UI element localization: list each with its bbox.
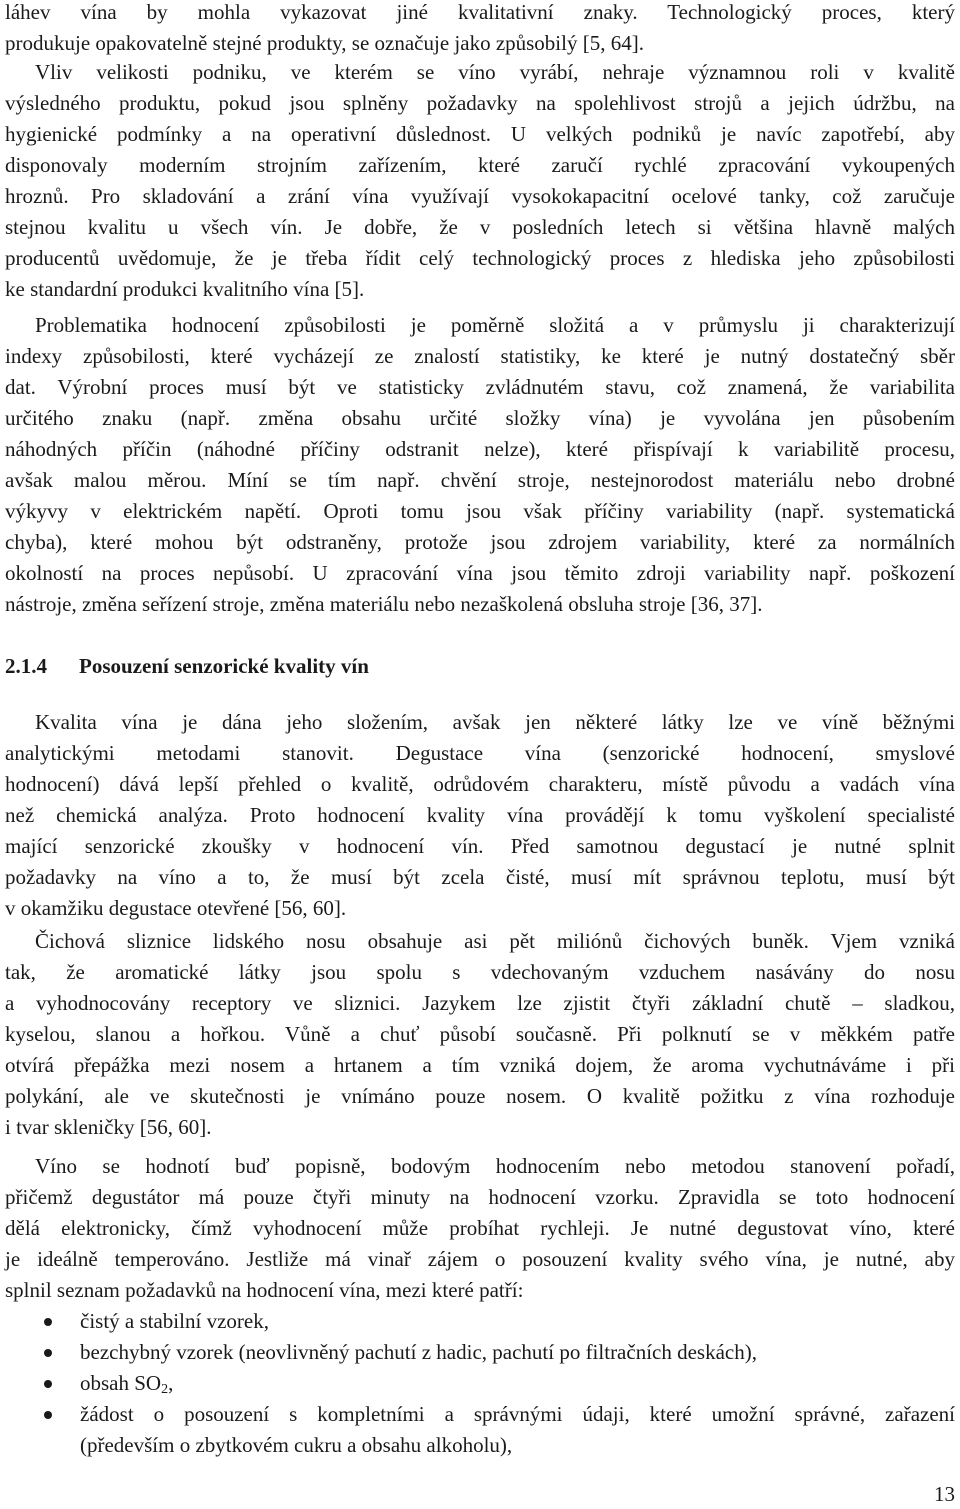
text-line: Čichová sliznice lidského nosu obsahuje asi pět miliónů čichových buněk. Vjem vzniká xyxy=(35,929,955,953)
text-line: určitého znaku (např. změna obsahu určité složky vína) je vyvolána jen působením xyxy=(5,406,955,430)
requirements-list xyxy=(5,1306,955,1461)
paragraph-intro xyxy=(5,0,955,59)
text-line: dělá elektronicky, čímž vyhodnocení může probíhat rychleji. Je nutné degustovat víno, které xyxy=(5,1216,955,1240)
text-line: ke standardní produkci kvalitního vína [5]. xyxy=(5,277,365,301)
text-line: přičemž degustátor má pouze čtyři minuty na hodnocení vzorku. Zpravidla se toto hodnocení xyxy=(5,1185,955,1209)
text-line: než chemická analýza. Proto hodnocení kvality vína provádějí k tomu vyškolení specialisté xyxy=(5,803,955,827)
paragraph-capability xyxy=(5,310,955,620)
section-number: 2.1.4 xyxy=(5,654,47,678)
section-title: Posouzení senzorické kvality vín xyxy=(79,654,369,678)
text-line: i tvar skleničky [56, 60]. xyxy=(5,1115,212,1139)
text-line: je ideálně temperováno. Jestliže má vinař zájem o posouzení kvality svého vína, je nutné, aby xyxy=(5,1247,955,1271)
text-line: polykání, ale ve skutečnosti je vnímáno pouze nosem. O kvalitě požitku z vína rozhoduje xyxy=(5,1084,955,1108)
text-line: v okamžiku degustace otevřené [56, 60]. xyxy=(5,896,347,920)
text-line: analytickými metodami stanovit. Degustace vína (senzorické hodnocení, smyslové xyxy=(5,741,955,765)
list-item-text: čistý a stabilní vzorek, xyxy=(80,1309,269,1333)
paragraph-smell-taste xyxy=(5,926,955,1143)
text-line: výkyvy v elektrickém napětí. Oproti tomu jsou však příčiny variability (např. systematická xyxy=(5,499,955,523)
text-line: láhev vína by mohla vykazovat jiné kvalitativní znaky. Technologický proces, který xyxy=(5,0,955,24)
text-line: požadavky na víno a to, že musí být zcela čisté, musí mít správnou teplotu, musí být xyxy=(5,865,955,889)
text-line: výsledného produktu, pokud jsou splněny požadavky na spolehlivost strojů a jejich údržbu, na xyxy=(5,91,955,115)
text-line: splnil seznam požadavků na hodnocení vína, mezi které patří: xyxy=(5,1278,524,1302)
list-item xyxy=(5,1399,955,1461)
list-item xyxy=(5,1368,955,1399)
text-line: náhodných příčin (náhodné příčiny odstranit nelze), které přispívají k variabilitě procesu, xyxy=(5,437,955,461)
so2-prefix: obsah SO xyxy=(80,1371,162,1395)
text-line: hygienické podmínky a na operativní důslednost. U velkých podniků je navíc zapotřebí, aby xyxy=(5,122,955,146)
paragraph-evaluation xyxy=(5,1151,955,1306)
text-line: avšak malou měrou. Míní se tím např. chvění stroje, nestejnorodost materiálu nebo drobné xyxy=(5,468,955,492)
list-item-text: bezchybný vzorek (neovlivněný pachutí z hadic, pachutí po filtračních deskách), xyxy=(80,1340,757,1364)
text-line: producentů uvědomuje, že je třeba řídit celý technologický proces z hlediska jeho způsobilosti xyxy=(5,246,955,270)
text-line: hroznů. Pro skladování a zrání vína využívají vysokokapacitní ocelové tanky, což zaručuje xyxy=(5,184,955,208)
text-line: produkuje opakovatelně stejné produkty, se označuje jako způsobilý [5, 64]. xyxy=(5,31,644,55)
text-line: hodnocení) dává lepší přehled o kvalitě, odrůdovém charakteru, místě původu a vadách vína xyxy=(5,772,955,796)
so2-suffix: , xyxy=(168,1371,174,1395)
text-line: indexy způsobilosti, které vycházejí ze znalostí statistiky, ke které je nutný dostatečný sběr xyxy=(5,344,955,368)
list-item-text: žádost o posouzení s kompletními a správnými údaji, které umožní správné, zařazení xyxy=(80,1402,955,1426)
so2-subscript: 2 xyxy=(161,1382,169,1397)
list-item xyxy=(5,1306,955,1337)
text-line: nástroje, změna seřízení stroje, změna materiálu nebo nezaškolená obsluha stroje [36, 37]. xyxy=(5,592,763,616)
text-line: tak, že aromatické látky jsou spolu s vdechovaným vzduchem nasávány do nosu xyxy=(5,960,955,984)
text-line: stejnou kvalitu u všech vín. Je dobře, že v posledních letech si většina hlavně malých xyxy=(5,215,955,239)
text-line: Problematika hodnocení způsobilosti je poměrně složitá a v průmyslu ji charakterizují xyxy=(35,313,955,337)
text-line: okolností na proces nepůsobí. U zpracování vína jsou těmito zdroji variability např. poškození xyxy=(5,561,955,585)
text-line: a vyhodnocovány receptory ve sliznici. Jazykem lze zjistit čtyři základní chutě – sladkou, xyxy=(5,991,955,1015)
text-line: otvírá přepážka mezi nosem a hrtanem a tím vzniká dojem, že aroma vychutnáváme i při xyxy=(5,1053,955,1077)
text-line: Víno se hodnotí buď popisně, bodovým hodnocením nebo metodou stanovení pořadí, xyxy=(35,1154,955,1178)
bullet-icon xyxy=(44,1318,52,1326)
text-line: Kvalita vína je dána jeho složením, avšak jen některé látky lze ve víně běžnými xyxy=(35,710,955,734)
bullet-icon xyxy=(44,1380,52,1388)
text-line: disponovaly moderním strojním zařízením, které zaručí rychlé zpracování vykoupených xyxy=(5,153,955,177)
paragraph-company-size xyxy=(5,57,955,305)
page-number: 13 xyxy=(934,1482,955,1506)
text-line: kyselou, slanou a hořkou. Vůně a chuť působí současně. Při polknutí se v měkkém patře xyxy=(5,1022,955,1046)
bullet-icon xyxy=(44,1349,52,1357)
text-line: chyba), které mohou být odstraněny, protože jsou zdrojem variability, které za normálních xyxy=(5,530,955,554)
list-item xyxy=(5,1337,955,1368)
text-line: dat. Výrobní proces musí být ve statisticky zvládnutém stavu, což znamená, že variabilita xyxy=(5,375,955,399)
text-line: Vliv velikosti podniku, ve kterém se víno vyrábí, nehraje významnou roli v kvalitě xyxy=(35,60,955,84)
bullet-icon xyxy=(44,1411,52,1419)
list-item-text: (především o zbytkovém cukru a obsahu alkoholu), xyxy=(80,1433,513,1457)
section-heading xyxy=(5,651,369,682)
list-item-text xyxy=(80,1368,955,1399)
text-line: mající senzorické zkoušky v hodnocení vín. Před samotnou degustací je nutné splnit xyxy=(5,834,955,858)
paragraph-wine-quality xyxy=(5,707,955,924)
